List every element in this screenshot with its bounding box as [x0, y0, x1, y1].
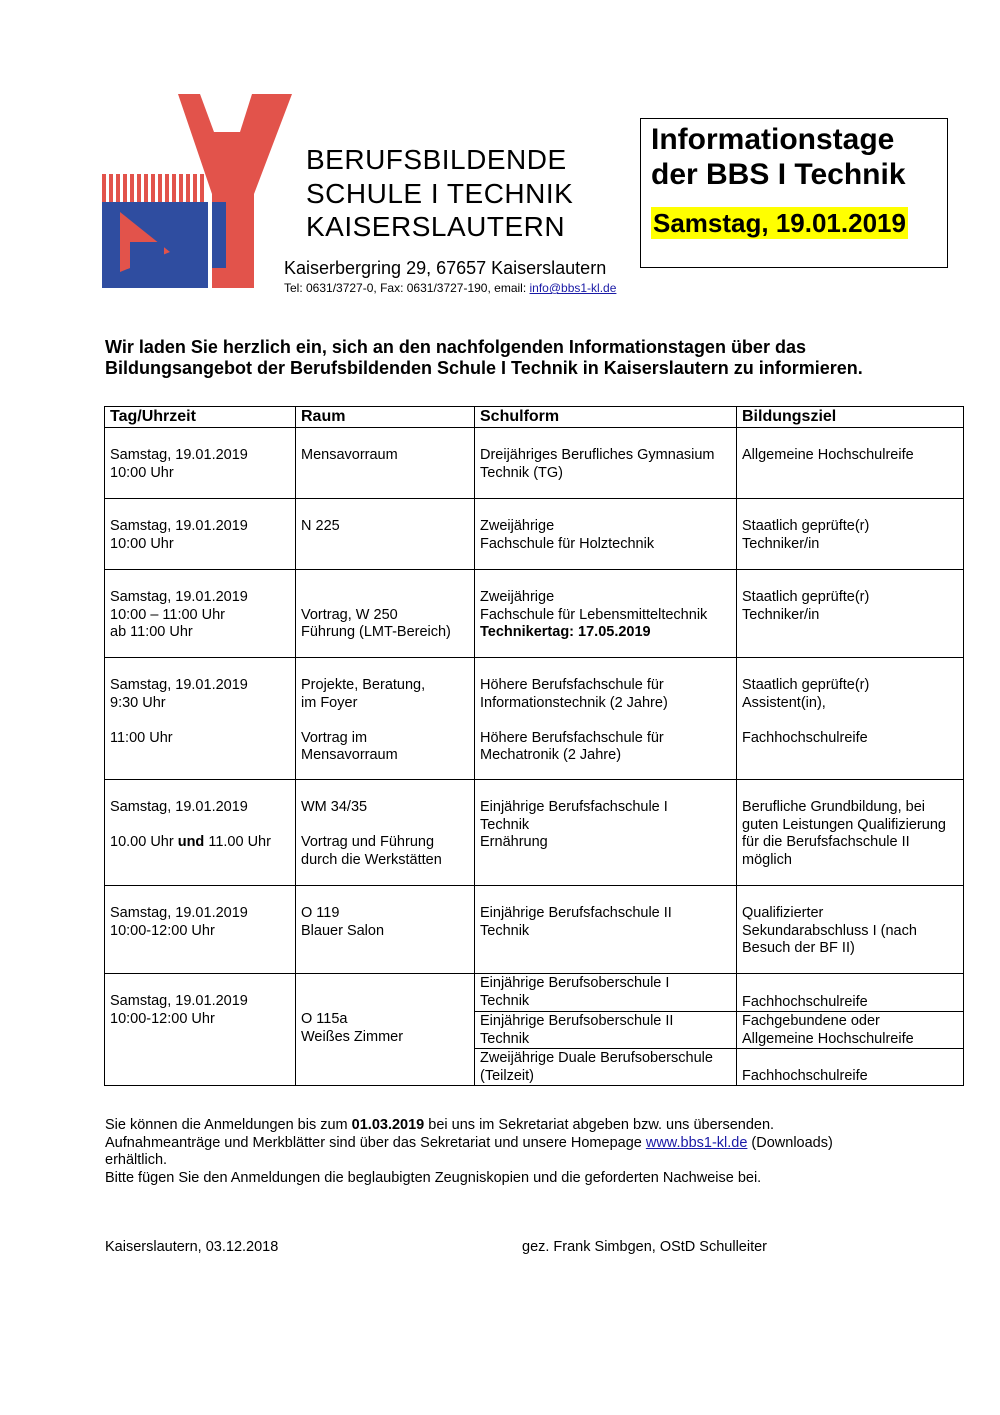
cell-ziel: [737, 570, 964, 658]
cell-line: Fachgebundene oder: [742, 1013, 880, 1029]
schedule-table: [104, 406, 964, 1086]
school-name-line-3: KAISERSLAUTERN: [306, 211, 566, 242]
cell-line: Techniker/in: [742, 535, 820, 552]
cell-line: Ernährung: [480, 834, 548, 850]
cell-line: 10:00-12:00 Uhr: [110, 922, 215, 939]
cell-line: Einjährige Berufsfachschule II: [480, 905, 672, 921]
time-text: 11.00 Uhr: [204, 834, 271, 850]
info-title-line-2: der BBS I Technik: [651, 158, 906, 191]
footer-notes: [105, 1117, 975, 1187]
cell-zeit: [105, 499, 296, 570]
cell-raum: [296, 780, 475, 886]
cell-line: Zweijährige Duale Berufsoberschule: [480, 1050, 713, 1066]
cell-line: Assistent(in),: [742, 694, 826, 711]
cell-ziel: [737, 1012, 964, 1049]
cell-line: Höhere Berufsfachschule für: [480, 729, 664, 746]
logo-blue-bars: [102, 174, 208, 288]
table-row: [105, 780, 964, 886]
cell-line: Dreijähriges Berufliches Gymnasium: [480, 447, 715, 463]
cell-schulform: [475, 886, 737, 974]
cell-raum: [296, 499, 475, 570]
table-row: [105, 570, 964, 658]
cell-line: Samstag, 19.01.2019: [110, 589, 248, 605]
cell-ziel: [737, 974, 964, 1012]
cell-line: Mechatronik (2 Jahre): [480, 747, 622, 763]
school-name-line-2: SCHULE I TECHNIK: [306, 178, 574, 209]
cell-line: N 225: [301, 518, 340, 534]
email-link[interactable]: info@bbs1-kl.de: [529, 281, 617, 295]
cell-ziel: [737, 1049, 964, 1086]
school-address: Kaiserbergring 29, 67657 Kaiserslautern: [284, 258, 607, 278]
cell-line: Vortrag und Führung: [301, 834, 435, 850]
cell-line: Vortrag im: [301, 729, 368, 746]
cell-line: Staatlich geprüfte(r): [742, 677, 870, 693]
cell-line: WM 34/35: [301, 799, 368, 815]
school-logo: [100, 92, 296, 292]
cell-line: Einjährige Berufsoberschule I: [480, 975, 670, 991]
cell-line: 11:00 Uhr: [110, 729, 173, 746]
cell-line: Informationstechnik (2 Jahre): [480, 694, 668, 711]
cell-zeit: [105, 570, 296, 658]
cell-line: Vortrag, W 250: [301, 606, 398, 623]
cell-ziel: [737, 658, 964, 780]
cell-schulform: [475, 1049, 737, 1086]
info-box: [640, 118, 948, 268]
cell-line: 10:00-12:00 Uhr: [110, 1010, 215, 1027]
cell-line: ab 11:00 Uhr: [110, 624, 193, 640]
footer-text: (Downloads): [747, 1134, 833, 1151]
cell-raum: [296, 886, 475, 974]
header-bildungsziel: Bildungsziel: [737, 407, 964, 428]
cell-line: Technik: [480, 816, 530, 833]
cell-line: Samstag, 19.01.2019: [110, 677, 248, 693]
cell-line: Berufliche Grundbildung, bei: [742, 799, 925, 815]
cell-zeit: [105, 974, 296, 1086]
cell-line: Fachhochschulreife: [742, 993, 868, 1010]
cell-line: Fachhochschulreife: [742, 1067, 868, 1084]
cell-line: Technik: [480, 922, 530, 939]
cell-line: Samstag, 19.01.2019: [110, 993, 248, 1009]
cell-line: Techniker/in: [742, 606, 820, 623]
cell-line: Mensavorraum: [301, 447, 398, 463]
cell-line: Zweijährige: [480, 518, 555, 534]
cell-line: Einjährige Berufsoberschule II: [480, 1013, 674, 1029]
cell-schulform: [475, 974, 737, 1012]
school-contact: [284, 281, 616, 295]
cell-raum: [296, 658, 475, 780]
header-raum: Raum: [296, 407, 475, 428]
cell-line: [110, 834, 290, 852]
cell-line: 10:00 – 11:00 Uhr: [110, 606, 226, 623]
cell-line: Fachschule für Holztechnik: [480, 535, 655, 552]
cell-line: Einjährige Berufsfachschule I: [480, 799, 668, 815]
cell-ziel: [737, 780, 964, 886]
cell-line: Fachhochschulreife: [742, 729, 868, 746]
deadline-date: 01.03.2019: [351, 1117, 425, 1133]
place-date: Kaiserslautern, 03.12.2018: [105, 1239, 279, 1255]
school-name-line-1: BERUFSBILDENDE: [306, 144, 567, 175]
time-text: 10.00 Uhr: [110, 834, 178, 850]
info-date-highlight: Samstag, 19.01.2019: [653, 208, 906, 238]
cell-line: 10:00 Uhr: [110, 535, 174, 552]
cell-zeit: [105, 658, 296, 780]
footer-line-registration: [105, 1117, 975, 1135]
footer-text: Sie können die Anmeldungen bis zum: [105, 1117, 352, 1133]
cell-line: 10:00 Uhr: [110, 464, 174, 481]
cell-line: Technik: [480, 992, 530, 1009]
table-row: [105, 428, 964, 499]
signatory: gez. Frank Simbgen, OStD Schulleiter: [522, 1239, 767, 1255]
cell-line: Mensavorraum: [301, 747, 398, 763]
table-row: [105, 974, 964, 1012]
cell-line: Führung (LMT-Bereich): [301, 624, 451, 640]
cell-line: Technik (TG): [480, 464, 563, 481]
cell-line: Besuch der BF II): [742, 940, 855, 956]
cell-line: Allgemeine Hochschulreife: [742, 447, 914, 463]
cell-raum: [296, 428, 475, 499]
cell-line: Fachschule für Lebensmitteltechnik: [480, 606, 708, 623]
cell-schulform: [475, 570, 737, 658]
cell-zeit: [105, 886, 296, 974]
cell-line: O 115a: [301, 1011, 348, 1027]
cell-line: (Teilzeit): [480, 1067, 534, 1084]
cell-schulform: [475, 658, 737, 780]
cell-line: für die Berufsfachschule II: [742, 834, 910, 850]
footer-line-downloads: [105, 1135, 975, 1153]
technikertag-date: Technikertag: 17.05.2019: [480, 624, 651, 640]
cell-schulform: [475, 1012, 737, 1049]
table-row: [105, 658, 964, 780]
header-schulform: Schulform: [475, 407, 737, 428]
table-row: [105, 886, 964, 974]
cell-ziel: [737, 886, 964, 974]
cell-zeit: [105, 780, 296, 886]
table-header-row: [105, 407, 964, 428]
cell-schulform: [475, 428, 737, 499]
footer-text: bei uns im Sekretariat abgeben bzw. uns übersenden.: [424, 1117, 775, 1133]
cell-line: möglich: [742, 851, 792, 868]
cell-ziel: [737, 428, 964, 499]
cell-line: durch die Werkstätten: [301, 851, 442, 868]
info-title-line-1: Informationstage: [651, 123, 895, 156]
footer-line-available: erhältlich.: [105, 1152, 168, 1168]
cell-line: Samstag, 19.01.2019: [110, 447, 248, 463]
footer-line-documents: Bitte fügen Sie den Anmeldungen die beglaubigten Zeugniskopien und die geforderten Nachweise bei.: [105, 1169, 762, 1186]
table-row: [105, 499, 964, 570]
cell-line: Samstag, 19.01.2019: [110, 518, 248, 534]
cell-line: Projekte, Beratung,: [301, 677, 426, 693]
cell-raum: [296, 974, 475, 1086]
cell-line: Sekundarabschluss I (nach: [742, 922, 917, 939]
cell-line: Allgemeine Hochschulreife: [742, 1030, 914, 1047]
header-tag-uhrzeit: Tag/Uhrzeit: [105, 407, 296, 428]
intro-line-2: Bildungsangebot der Berufsbildenden Schule I Technik in Kaiserslautern zu informieren.: [105, 358, 863, 378]
cell-line: Samstag, 19.01.2019: [110, 799, 248, 815]
cell-line: im Foyer: [301, 694, 358, 711]
cell-line: 9:30 Uhr: [110, 694, 166, 711]
intro-text: [105, 337, 965, 379]
cell-line: Blauer Salon: [301, 922, 385, 939]
cell-line: Qualifizierter: [742, 905, 824, 921]
contact-phone-fax: Tel: 0631/3727-0, Fax: 0631/3727-190, email:: [284, 281, 530, 295]
cell-zeit: [105, 428, 296, 499]
homepage-link[interactable]: www.bbs1-kl.de: [645, 1134, 748, 1151]
cell-line: Staatlich geprüfte(r): [742, 518, 870, 534]
cell-schulform: [475, 499, 737, 570]
cell-line: Staatlich geprüfte(r): [742, 589, 870, 605]
cell-line: Technik: [480, 1030, 530, 1047]
cell-ziel: [737, 499, 964, 570]
cell-schulform: [475, 780, 737, 886]
footer-text: Aufnahmeanträge und Merkblätter sind über das Sekretariat und unsere Homepage: [105, 1134, 646, 1151]
cell-line: Weißes Zimmer: [301, 1028, 404, 1045]
intro-line-1: Wir laden Sie herzlich ein, sich an den nachfolgenden Informationstagen über das: [105, 337, 806, 357]
cell-line: guten Leistungen Qualifizierung: [742, 816, 946, 833]
cell-line: Zweijährige: [480, 589, 555, 605]
cell-line: O 119: [301, 905, 340, 921]
cell-raum: [296, 570, 475, 658]
cell-line: Samstag, 19.01.2019: [110, 905, 248, 921]
time-connector: und: [177, 834, 205, 850]
cell-line: Höhere Berufsfachschule für: [480, 677, 664, 693]
